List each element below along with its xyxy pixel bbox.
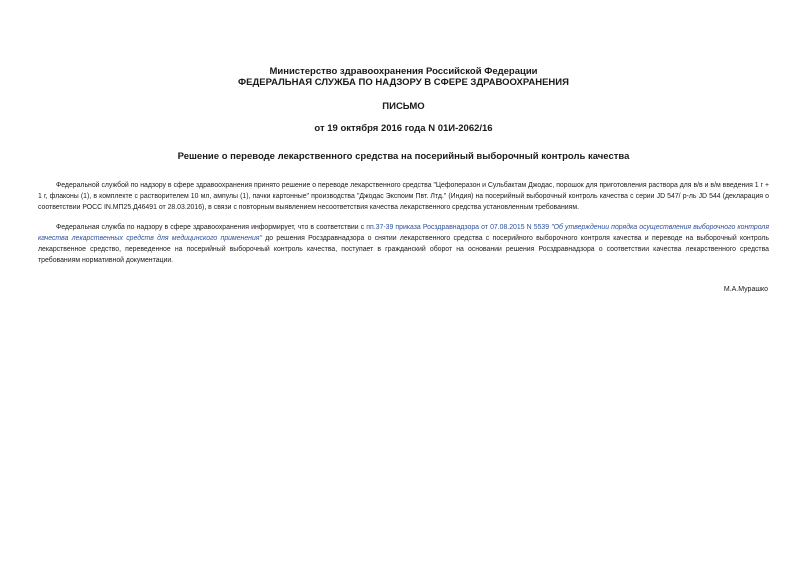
order-reference-link[interactable]: пп.37-39 приказа Росздравнадзора от 07.08.2015 N 5539 [366, 224, 550, 231]
paragraph-information [38, 222, 769, 266]
paragraph-information-text-1: Федеральная служба по надзору в сфере здравоохранения информирует, что в соответствии с [56, 224, 367, 231]
document-title: Решение о переводе лекарственного средства на посерийный выборочный контроль качества [177, 151, 630, 162]
ministry-name: Министерство здравоохранения Российской Федерации [269, 66, 538, 77]
document-date-number: от 19 октября 2016 года N 01И-2062/16 [314, 123, 493, 134]
signature: М.А.Мурашко [723, 286, 768, 293]
paragraph-decision [38, 180, 769, 213]
service-name: ФЕДЕРАЛЬНАЯ СЛУЖБА ПО НАДЗОРУ В СФЕРЕ ЗДРАВООХРАНЕНИЯ [238, 77, 569, 88]
order-title-link[interactable]: "Об утверждении порядка осуществления выборочного контроля качества лекарственных средств для медицинского применения" [38, 224, 770, 242]
paragraph-information-text-3: до решения Росздравнадзора о снятии лекарственного средства с посерийного выборочного контроля качества и переводе на выборочный контроль лекарственное средство, переведенное на посерийный выборочный контроль качества, поступает в гражданский оборот на основании решения Росздравнадзора о соответствии качества лекарственного средства требованиям нормативной документации. [38, 235, 769, 264]
document-type: ПИСЬМО [382, 101, 425, 112]
paragraph-decision-text: Федеральной службой по надзору в сфере здравоохранения принято решение о переводе лекарственного средства "Цефоперазон и Сульбактам Джодас, порошок для приготовления раствора для в/в и в/м введения 1 г + 1 г, флаконы (1), в комплекте с растворителем 10 мл, ампулы (1), пачки картонные" производства "Джодас Экспоим Пвт. Лтд." (Индия) на посерийный выборочный контроль качества с серии JD 547/ р-ль JD 544 (декларация о соответствии РОСС IN.МП25.Д46491 от 28.03.2016), в связи с повторным выявлением несоответствия качества лекарственного средства установленным требованиям. [38, 182, 769, 211]
